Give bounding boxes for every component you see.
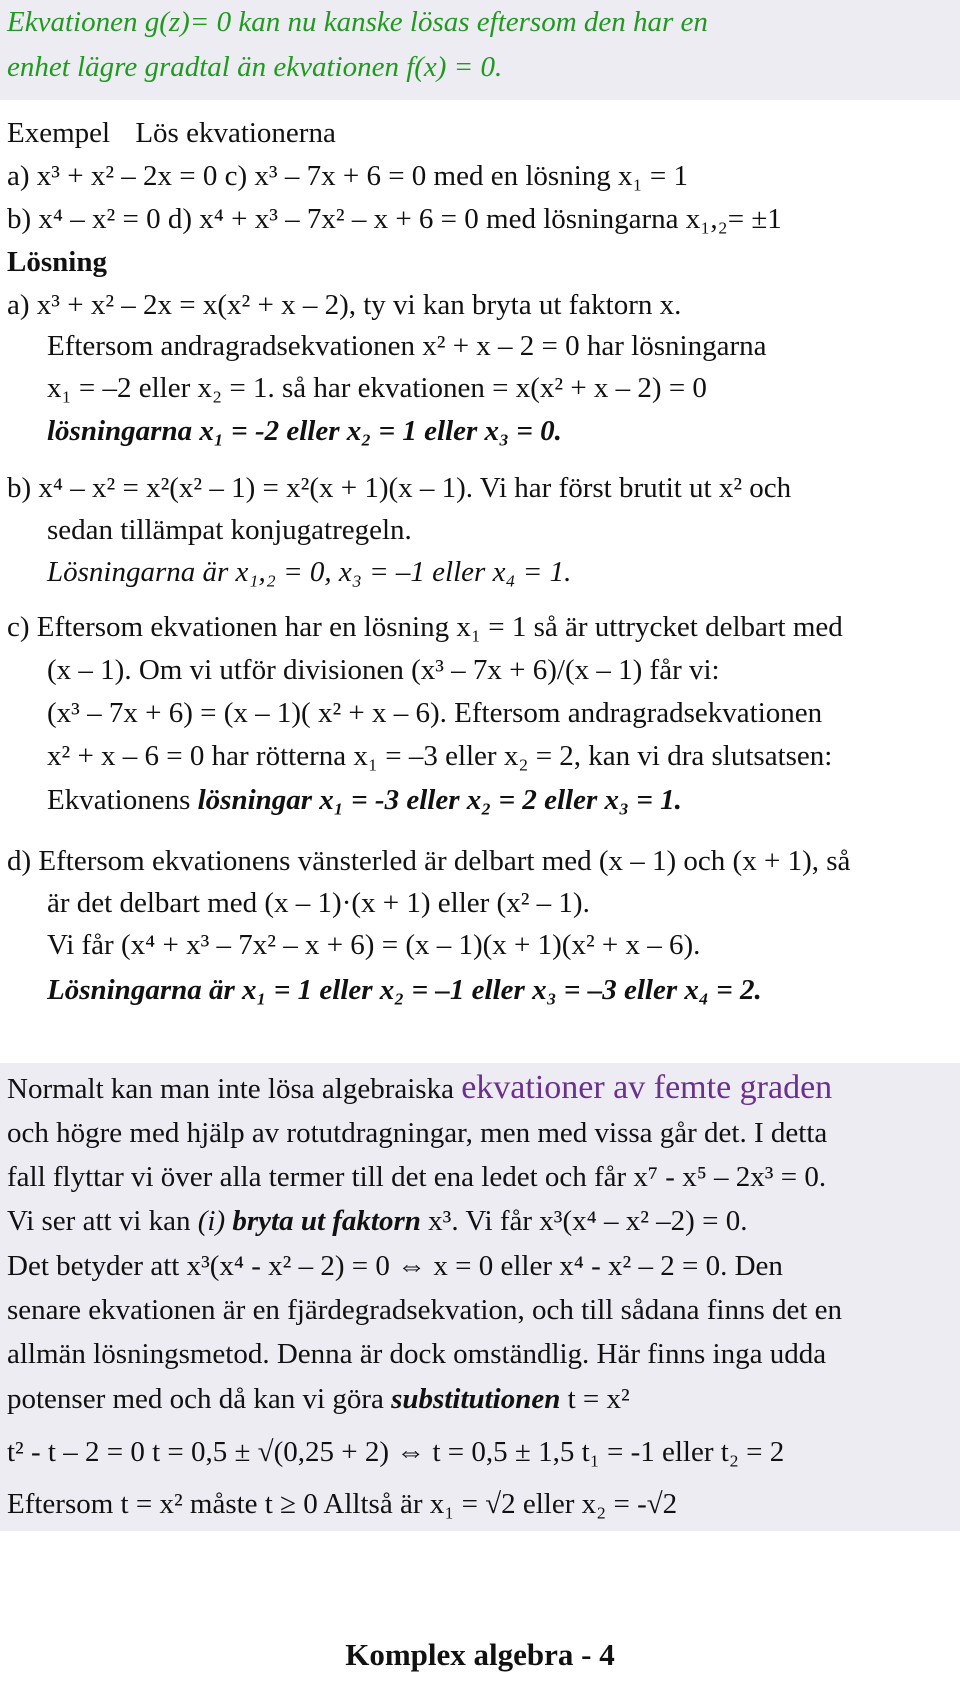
intro-line-2: enhet lägre gradtal än ekvationen f(x) = 0. [7,51,503,83]
page-footer: Komplex algebra - 4 [345,1637,615,1672]
solution-c-line-2: (x – 1). Om vi utför divisionen (x³ – 7x + 6)/(x – 1) får vi: [47,654,720,686]
note-line-3: fall flyttar vi över alla termer till det ena ledet och får x⁷ - x⁵ – 2x³ = 0. [7,1161,827,1193]
note-line-6: senare ekvationen är en fjärdegradsekvation, och till sådana finns det en [7,1294,843,1326]
solution-b-answer: Lösningarna är x₁,₂ = 0, x₃ = –1 eller x₄ = 1. [47,556,572,588]
example-title: Lös ekvationerna [135,117,336,149]
solution-b-line-2: sedan tillämpat konjugatregeln. [47,514,412,546]
note-line-4 [7,1203,747,1239]
solution-d-line-2: är det delbart med (x – 1)·(x + 1) eller (x² – 1). [47,887,590,919]
note-marker: (i) [197,1205,226,1237]
example-row-bd: b) x⁴ – x² = 0 d) x⁴ + x³ – 7x² – x + 6 = 0 med lösningarna x₁,₂= ±1 [7,203,782,235]
solution-a-line-3: x₁ = –2 eller x₂ = 1. så har ekvationen = x(x² + x – 2) = 0 [47,372,707,404]
example-heading: Exempel [7,117,111,149]
intro-line-1: Ekvationen g(z)= 0 kan nu kanske lösas eftersom den har en [7,6,708,38]
note-text: x³. Vi får x³(x⁴ – x² –2) = 0. [428,1205,748,1237]
note-line-9: t² - t – 2 = 0 t = 0,5 ± √(0,25 + 2) ⇔ t = 0,5 ± 1,5 t₁ = -1 eller t₂ = 2 [7,1436,785,1468]
solution-a-line-2: Eftersom andragradsekvationen x² + x – 2 = 0 har lösningarna [47,330,767,362]
example-heading-line [7,115,336,151]
example-row-ac: a) x³ + x² – 2x = 0 c) x³ – 7x + 6 = 0 med en lösning x₁ = 1 [7,160,688,192]
solution-c-line-3: (x³ – 7x + 6) = (x – 1)( x² + x – 6). Eftersom andragradsekvationen [47,697,823,729]
note-text: Vi ser att vi kan [7,1205,191,1237]
solution-c-answer-prefix: Ekvationens [47,784,191,816]
note-line-7: allmän lösningsmetod. Denna är dock omständlig. Här finns inga udda [7,1338,827,1370]
solution-c-answer: lösningar x₁ = -3 eller x₂ = 2 eller x₃ = 1. [197,784,682,816]
note-text: t = x² [567,1383,630,1415]
note-text: potenser med och då kan vi göra [7,1383,384,1415]
solution-c-line-1: c) Eftersom ekvationen har en lösning x₁ = 1 så är uttrycket delbart med [7,611,843,643]
note-line-10: Eftersom t = x² måste t ≥ 0 Alltså är x₁ = √2 eller x₂ = -√2 [7,1488,678,1520]
solution-c-line-4: x² + x – 6 = 0 har rötterna x₁ = –3 eller x₂ = 2, kan vi dra slutsatsen: [47,740,833,772]
solution-heading: Lösning [7,246,107,278]
note-line-1 [7,1070,832,1107]
solution-c-answer-line [47,782,682,818]
solution-a-line-1: a) x³ + x² – 2x = x(x² + x – 2), ty vi kan bryta ut faktorn x. [7,289,682,321]
note-text: Normalt kan man inte lösa algebraiska [7,1073,454,1105]
substitution-term: substitutionen [391,1383,561,1415]
solution-d-answer: Lösningarna är x₁ = 1 eller x₂ = –1 eller x₃ = –3 eller x₄ = 2. [47,974,762,1006]
note-line-8 [7,1381,630,1417]
solution-a-answer: lösningarna x₁ = -2 eller x₂ = 1 eller x₃ = 0. [47,415,562,447]
solution-d-line-1: d) Eftersom ekvationens vänsterled är delbart med (x – 1) och (x + 1), så [7,845,851,877]
solution-d-line-3: Vi får (x⁴ + x³ – 7x² – x + 6) = (x – 1)(x + 1)(x² + x – 6). [47,929,701,961]
fifth-degree-link[interactable]: ekvationer av femte graden [461,1069,833,1106]
solution-b-line-1: b) x⁴ – x² = x²(x² – 1) = x²(x + 1)(x – 1). Vi har först brutit ut x² och [7,472,792,504]
note-line-5: Det betyder att x³(x⁴ - x² – 2) = 0 ⇔ x = 0 eller x⁴ - x² – 2 = 0. Den [7,1250,783,1282]
factor-out-term: bryta ut faktorn [232,1205,421,1237]
note-line-2: och högre med hjälp av rotutdragningar, men med vissa går det. I detta [7,1117,828,1149]
